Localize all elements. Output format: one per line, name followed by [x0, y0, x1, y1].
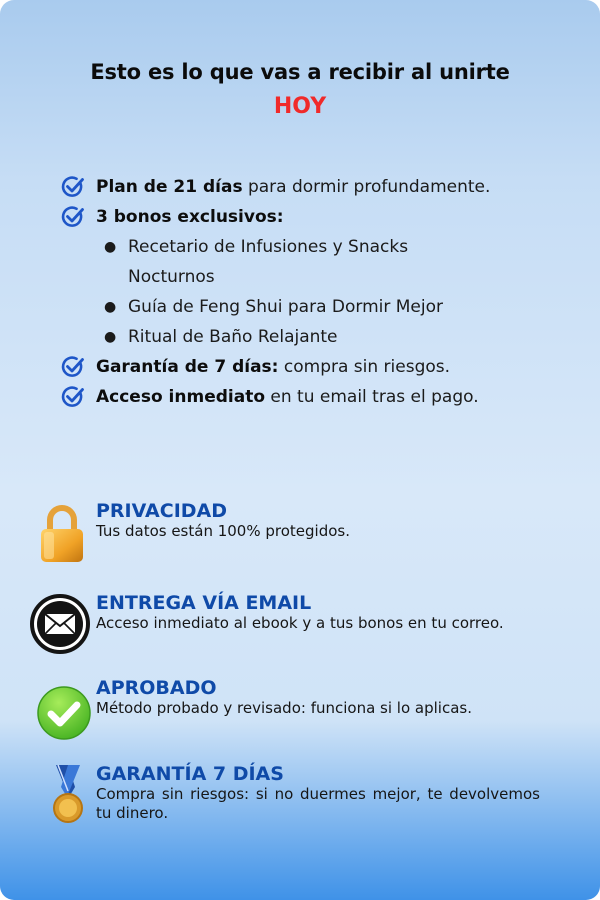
- benefit-acceso-bold: Acceso inmediato: [96, 387, 266, 407]
- bonos-sublist: [104, 232, 560, 352]
- feature-privacidad: [30, 500, 550, 564]
- benefit-garantia-bold: Garantía de 7 días:: [96, 357, 279, 377]
- benefit-garantia: [60, 352, 560, 382]
- benefit-garantia-text: compra sin riesgos.: [278, 357, 451, 377]
- benefits-list: [60, 172, 560, 412]
- feature-garantia: [30, 763, 550, 827]
- benefit-plan: [60, 172, 560, 202]
- benefit-bonos-bold: 3 bonos exclusivos:: [96, 207, 284, 227]
- benefit-acceso-text: en tu email tras el pago.: [265, 387, 479, 407]
- envelope-icon: [30, 592, 94, 656]
- feature-title: ENTREGA VÍA EMAIL: [96, 592, 312, 614]
- feature-desc: Método probado y revisado: funciona si lo aplicas.: [96, 699, 472, 717]
- feature-aprobado: [30, 677, 550, 741]
- check-icon: [60, 384, 86, 410]
- heading-title: Esto es lo que vas a recibir al unirte: [90, 60, 510, 84]
- feature-desc: Compra sin riesgos: si no duermes mejor, te devolvemos tu dinero.: [96, 785, 540, 822]
- benefit-plan-text: para dormir profundamente.: [242, 177, 491, 197]
- feature-desc: Tus datos están 100% protegidos.: [96, 522, 350, 540]
- bullet-icon: ●: [104, 299, 117, 315]
- check-icon: [60, 204, 86, 230]
- bullet-icon: ●: [104, 329, 117, 345]
- benefit-bonos: [60, 202, 560, 232]
- medal-icon: [30, 763, 94, 827]
- bono-item-label: Ritual de Baño Relajante: [128, 327, 338, 347]
- heading-highlight: HOY: [273, 94, 327, 119]
- benefit-acceso: [60, 382, 560, 412]
- check-icon: [60, 174, 86, 200]
- feature-title: GARANTÍA 7 DÍAS: [96, 763, 284, 785]
- bono-item: [104, 292, 560, 322]
- feature-title: PRIVACIDAD: [96, 500, 228, 522]
- benefit-plan-bold: Plan de 21 días: [96, 177, 243, 197]
- bono-item-label: Guía de Feng Shui para Dormir Mejor: [128, 297, 444, 317]
- bono-item: [104, 322, 560, 352]
- bono-item-label: Recetario de Infusiones y Snacks Nocturnos: [128, 237, 409, 287]
- green-check-icon: [30, 677, 94, 741]
- padlock-icon: [30, 500, 94, 564]
- check-icon: [60, 354, 86, 380]
- offer-heading: [0, 60, 600, 119]
- bono-item: [104, 232, 560, 292]
- feature-email: [30, 592, 550, 656]
- bullet-icon: ●: [104, 239, 117, 255]
- feature-title: APROBADO: [96, 677, 217, 699]
- feature-desc: Acceso inmediato al ebook y a tus bonos en tu correo.: [96, 614, 504, 632]
